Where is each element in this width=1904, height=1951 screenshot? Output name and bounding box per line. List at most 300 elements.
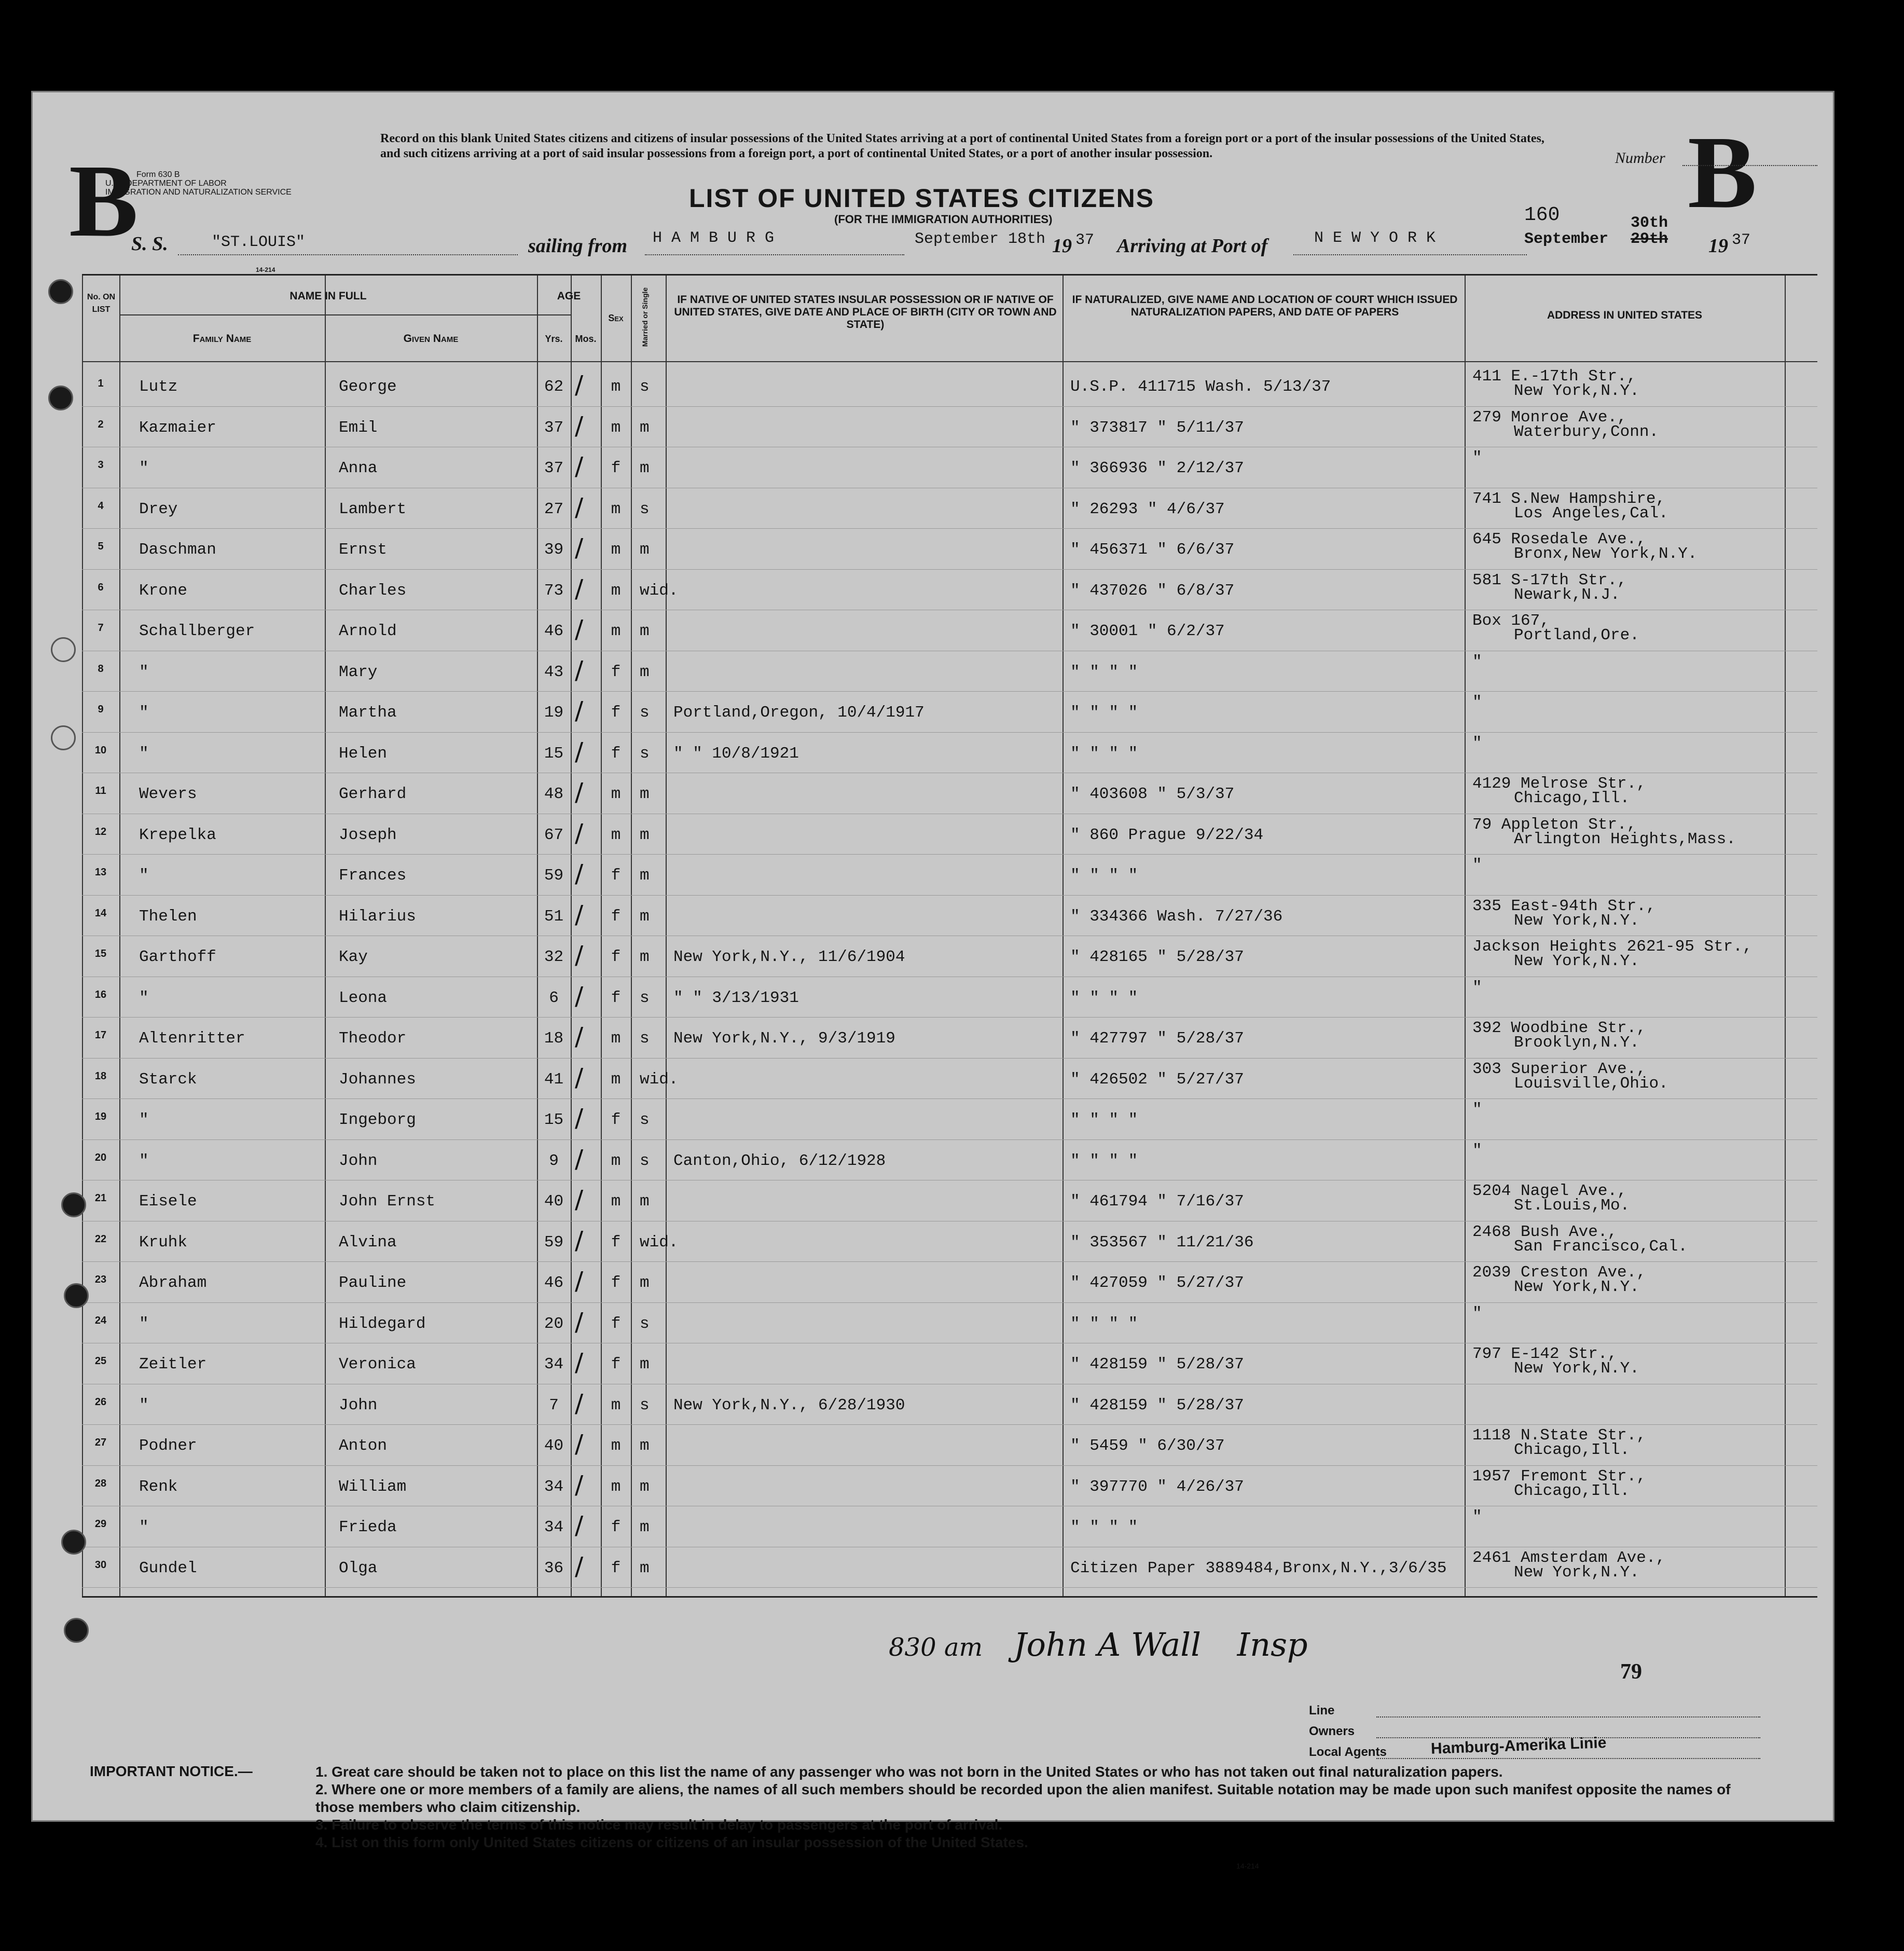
- age-check-mark: /: [575, 1348, 584, 1377]
- cell-family: Renk: [139, 1477, 178, 1496]
- cell-addr1: 411 E.-17th Str.,: [1472, 367, 1637, 386]
- cell-no: 26: [94, 1396, 107, 1408]
- cell-addr1: 79 Appleton Str.,: [1472, 815, 1637, 834]
- cell-no: 5: [98, 541, 104, 552]
- cell-family: Thelen: [139, 907, 197, 926]
- department-name: U. S. DEPARTMENT OF LABOR: [105, 179, 227, 188]
- cell-no: 30: [94, 1559, 107, 1571]
- cell-age: 34: [544, 1355, 564, 1373]
- cell-age: 73: [544, 581, 564, 600]
- header-family-name: Family Name: [192, 333, 252, 345]
- cell-no: 20: [94, 1151, 107, 1163]
- cell-addr2: San Francisco,Cal.: [1514, 1237, 1688, 1256]
- cell-nat: " 30001 " 6/2/37: [1070, 622, 1225, 640]
- cell-addr2: Waterbury,Conn.: [1514, 422, 1659, 441]
- cell-ms: s: [640, 1396, 650, 1414]
- cell-nat: " 428159 " 5/28/37: [1070, 1396, 1244, 1414]
- cell-nat: " 427059 " 5/27/37: [1070, 1274, 1244, 1292]
- cell-addr2: New York,N.Y.: [1514, 952, 1639, 970]
- cell-age: 59: [544, 1233, 564, 1252]
- cell-sex: m: [611, 378, 621, 396]
- cell-birth: New York,N.Y., 9/3/1919: [673, 1029, 895, 1048]
- cell-no: 17: [94, 1029, 107, 1041]
- cell-addr1: Box 167,: [1472, 612, 1550, 630]
- row-rule: [82, 1587, 1817, 1588]
- cell-addr1: 5204 Nagel Ave.,: [1472, 1182, 1627, 1200]
- notice-list: [315, 1763, 1768, 1851]
- cell-given: Johannes: [339, 1070, 416, 1089]
- record-instructions: Record on this blank United States citizens and citizens of insular possessions of the United States arriving at a port of continental United States from a foreign port or a port of the insular possessions of the United States, and such citizens arriving at a port of said insular possessions from a foreign port, a port of continental United States, or a port of another insular possession.: [380, 132, 1544, 160]
- cell-birth: " " 3/13/1931: [673, 988, 799, 1007]
- header-sex: Sex: [608, 313, 624, 323]
- number-label: Number: [1615, 149, 1665, 167]
- cell-age: 46: [544, 622, 564, 640]
- cell-nat: " 461794 " 7/16/37: [1070, 1192, 1244, 1211]
- cell-given: Hilarius: [339, 907, 416, 926]
- cell-nat: " " " ": [1070, 663, 1138, 681]
- cell-sex: f: [611, 1233, 621, 1252]
- cell-no: 4: [98, 500, 104, 512]
- punch-hole: [61, 1530, 86, 1555]
- cell-ms: m: [640, 907, 650, 926]
- cell-no: 27: [94, 1437, 107, 1448]
- cell-sex: m: [611, 581, 621, 600]
- cell-given: Anton: [339, 1437, 388, 1455]
- number-line: [1682, 165, 1817, 166]
- cell-age: 32: [544, 948, 564, 966]
- cell-nat: " " " ": [1070, 867, 1138, 885]
- notice-item: 3. Failure to observe the terms of this notice may result in delay to passengers at the port of arrival.: [315, 1817, 1003, 1833]
- cell-family: Kazmaier: [139, 418, 216, 437]
- age-check-mark: /: [575, 533, 584, 562]
- cell-ms: s: [640, 988, 650, 1007]
- agents-value: Hamburg-Amerika Linie: [1430, 1734, 1607, 1757]
- age-check-mark: /: [575, 737, 584, 766]
- cell-given: Lambert: [339, 500, 407, 518]
- cell-addr2: Chicago,Ill.: [1514, 789, 1630, 807]
- cell-age: 62: [544, 378, 564, 396]
- arrival-line: [1293, 254, 1527, 255]
- cell-addr1: 392 Woodbine Str.,: [1472, 1019, 1646, 1037]
- cell-family: ": [139, 663, 149, 681]
- cell-no: 18: [94, 1070, 107, 1082]
- cell-addr2: Los Angeles,Cal.: [1514, 504, 1668, 523]
- header-no-on-list: No. ON LIST: [87, 293, 116, 314]
- cell-birth: Canton,Ohio, 6/12/1928: [673, 1151, 886, 1170]
- cell-given: Olga: [339, 1559, 378, 1577]
- cell-sex: f: [611, 459, 621, 477]
- cell-nat: " " " ": [1070, 1314, 1138, 1333]
- cell-age: 19: [544, 704, 564, 722]
- header-divider: [119, 314, 571, 315]
- departure-year-prefix: 19: [1052, 235, 1072, 257]
- cell-nat: " 428159 " 5/28/37: [1070, 1355, 1244, 1373]
- cell-given: Joseph: [339, 826, 397, 844]
- cell-birth: Portland,Oregon, 10/4/1917: [673, 704, 925, 722]
- cell-addr1: ": [1472, 1101, 1482, 1119]
- cell-age: 40: [544, 1437, 564, 1455]
- cell-nat: " " " ": [1070, 744, 1138, 763]
- row-rule: [82, 528, 1817, 529]
- arrival-day: 30th: [1631, 214, 1668, 232]
- cell-no: 23: [94, 1274, 107, 1285]
- cell-family: Krepelka: [139, 826, 216, 844]
- age-check-mark: /: [575, 1185, 584, 1214]
- cell-age: 48: [544, 785, 564, 803]
- cell-no: 12: [94, 826, 107, 837]
- cell-ms: m: [640, 459, 650, 477]
- arrival-day-struck: 29th: [1631, 230, 1668, 248]
- cell-sex: f: [611, 1274, 621, 1292]
- cell-ms: m: [640, 418, 650, 437]
- cell-addr1: ": [1472, 856, 1482, 874]
- cell-given: Hildegard: [339, 1314, 426, 1333]
- age-check-mark: /: [575, 859, 584, 888]
- age-check-mark: /: [575, 778, 584, 807]
- cell-addr1: ": [1472, 734, 1482, 752]
- cell-age: 27: [544, 500, 564, 518]
- cell-addr1: ": [1472, 652, 1482, 671]
- age-check-mark: /: [575, 1511, 584, 1540]
- cell-given: Veronica: [339, 1355, 416, 1373]
- arriving-label: Arriving at Port of: [1117, 235, 1268, 257]
- cell-no: 29: [94, 1518, 107, 1530]
- cell-ms: s: [640, 1029, 650, 1048]
- cell-sex: f: [611, 1355, 621, 1373]
- inspector-signature: [889, 1626, 1308, 1664]
- cell-age: 20: [544, 1314, 564, 1333]
- cell-ms: m: [640, 1437, 650, 1455]
- row-rule: [82, 1139, 1817, 1140]
- cell-sex: m: [611, 1070, 621, 1089]
- cell-given: Mary: [339, 663, 378, 681]
- cell-sex: f: [611, 1111, 621, 1129]
- cell-given: Leona: [339, 988, 388, 1007]
- cell-nat: Citizen Paper 3889484,Bronx,N.Y.,3/6/35: [1070, 1559, 1447, 1577]
- age-check-mark: /: [575, 941, 584, 970]
- punch-hole: [51, 637, 76, 662]
- age-check-mark: /: [575, 655, 584, 685]
- cell-no: 25: [94, 1355, 107, 1367]
- cell-family: ": [139, 459, 149, 477]
- cell-ms: m: [640, 1355, 650, 1373]
- cell-age: 7: [549, 1396, 559, 1414]
- row-rule: [82, 1302, 1817, 1303]
- cell-age: 36: [544, 1559, 564, 1577]
- cell-ms: m: [640, 1518, 650, 1536]
- cell-sex: m: [611, 1437, 621, 1455]
- punch-hole: [51, 725, 76, 750]
- cell-family: ": [139, 744, 149, 763]
- cell-addr1: ": [1472, 693, 1482, 711]
- age-check-mark: /: [575, 492, 584, 522]
- page-subtitle: (FOR THE IMMIGRATION AUTHORITIES): [834, 213, 1053, 226]
- cell-sex: f: [611, 1518, 621, 1536]
- cell-birth: New York,N.Y., 11/6/1904: [673, 948, 905, 966]
- cell-addr1: ": [1472, 1304, 1482, 1323]
- header-name-in-full: NAME IN FULL: [289, 290, 367, 302]
- cell-addr2: New York,N.Y.: [1514, 1359, 1639, 1378]
- cell-given: Helen: [339, 744, 388, 763]
- signature-time: 830 am: [889, 1633, 983, 1662]
- cell-nat: " " " ": [1070, 988, 1138, 1007]
- cell-sex: m: [611, 785, 621, 803]
- punch-hole: [64, 1618, 89, 1643]
- cell-ms: m: [640, 622, 650, 640]
- cell-sex: m: [611, 1396, 621, 1414]
- cell-addr1: 1957 Fremont Str.,: [1472, 1467, 1646, 1486]
- cell-given: Pauline: [339, 1274, 407, 1292]
- header-mos: Mos.: [575, 334, 597, 344]
- row-rule: [82, 732, 1817, 733]
- cell-age: 67: [544, 826, 564, 844]
- cell-family: Wevers: [139, 785, 197, 803]
- notice-item: 4. List on this form only United States citizens or citizens of an insular possession of the United States.: [315, 1834, 1028, 1850]
- row-rule: [82, 1098, 1817, 1099]
- cell-sex: m: [611, 1029, 621, 1048]
- signature-name: John A Wall: [1013, 1626, 1201, 1664]
- row-rule: [82, 1261, 1817, 1262]
- ss-label: S. S.: [131, 233, 168, 255]
- cell-ms: m: [640, 1477, 650, 1496]
- cell-no: 3: [98, 459, 104, 471]
- cell-addr2: Brooklyn,N.Y.: [1514, 1034, 1639, 1052]
- cell-given: Ernst: [339, 541, 388, 559]
- cell-addr1: 279 Monroe Ave.,: [1472, 408, 1627, 427]
- cell-addr2: Louisville,Ohio.: [1514, 1074, 1668, 1093]
- cell-sex: f: [611, 988, 621, 1007]
- cell-nat: " 427797 " 5/28/37: [1070, 1029, 1244, 1048]
- cell-ms: s: [640, 1314, 650, 1333]
- cell-addr2: New York,N.Y.: [1514, 1278, 1639, 1296]
- row-rule: [82, 1058, 1817, 1059]
- page-number: 79: [1620, 1660, 1642, 1684]
- age-check-mark: /: [575, 1144, 584, 1174]
- cell-no: 6: [98, 581, 104, 593]
- age-check-mark: /: [575, 1022, 584, 1051]
- cell-addr2: New York,N.Y.: [1514, 382, 1639, 400]
- cell-no: 15: [94, 948, 107, 959]
- row-rule: [82, 406, 1817, 407]
- cell-nat: " 456371 " 6/6/37: [1070, 541, 1235, 559]
- cell-given: William: [339, 1477, 407, 1496]
- cell-family: Altenritter: [139, 1029, 245, 1048]
- cell-addr1: 2468 Bush Ave.,: [1472, 1222, 1618, 1241]
- cell-birth: " " 10/8/1921: [673, 744, 799, 763]
- row-rule: [82, 1424, 1817, 1425]
- cell-given: Frances: [339, 867, 407, 885]
- cell-no: 11: [95, 785, 106, 796]
- cell-family: Gundel: [139, 1559, 197, 1577]
- cell-addr2: Chicago,Ill.: [1514, 1441, 1630, 1459]
- cell-family: ": [139, 867, 149, 885]
- cell-age: 15: [544, 744, 564, 763]
- cell-no: 1: [98, 378, 104, 389]
- cell-birth: New York,N.Y., 6/28/1930: [673, 1396, 905, 1414]
- header-age: AGE: [557, 290, 581, 302]
- header-given-name: Given Name: [403, 333, 459, 345]
- cell-no: 24: [94, 1314, 107, 1326]
- agents-field: [1376, 1758, 1760, 1759]
- punch-hole: [64, 1283, 89, 1308]
- cell-age: 37: [544, 459, 564, 477]
- cell-addr2: Bronx,New York,N.Y.: [1514, 545, 1698, 563]
- cell-ms: m: [640, 1559, 650, 1577]
- cell-addr1: ": [1472, 1141, 1482, 1160]
- manifest-sheet: [31, 91, 1834, 1870]
- cell-family: Garthoff: [139, 948, 216, 966]
- cell-given: Ingeborg: [339, 1111, 416, 1129]
- cell-addr1: 335 East-94th Str.,: [1472, 897, 1656, 915]
- cell-given: Kay: [339, 948, 368, 966]
- cell-addr2: Chicago,Ill.: [1514, 1481, 1630, 1500]
- line-label: Line: [1309, 1703, 1335, 1718]
- cell-family: ": [139, 1111, 149, 1129]
- cell-family: ": [139, 1314, 149, 1333]
- cell-nat: " " " ": [1070, 1518, 1138, 1536]
- cell-family: Lutz: [139, 378, 178, 396]
- cell-no: 28: [94, 1477, 107, 1489]
- cell-given: Alvina: [339, 1233, 397, 1252]
- cell-ms: s: [640, 1111, 650, 1129]
- cell-ms: m: [640, 785, 650, 803]
- cell-no: 2: [98, 418, 104, 430]
- cell-age: 37: [544, 418, 564, 437]
- cell-given: George: [339, 378, 397, 396]
- cell-age: 59: [544, 867, 564, 885]
- row-rule: [82, 569, 1817, 570]
- cell-family: ": [139, 988, 149, 1007]
- cell-age: 15: [544, 1111, 564, 1129]
- cell-ms: m: [640, 948, 650, 966]
- cell-nat: " 353567 " 11/21/36: [1070, 1233, 1254, 1252]
- cell-addr1: ": [1472, 1508, 1482, 1526]
- arrival-port: N E W Y O R K: [1314, 229, 1436, 247]
- header-bottom: [82, 361, 1817, 362]
- age-check-mark: /: [575, 818, 584, 848]
- cell-nat: " " " ": [1070, 704, 1138, 722]
- cell-given: John: [339, 1396, 378, 1414]
- cell-addr1: 1118 N.State Str.,: [1472, 1426, 1646, 1445]
- row-rule: [82, 1017, 1817, 1018]
- cell-nat: " 5459 " 6/30/37: [1070, 1437, 1225, 1455]
- age-check-mark: /: [575, 1389, 584, 1418]
- cell-sex: m: [611, 500, 621, 518]
- cell-nat: " 26293 " 4/6/37: [1070, 500, 1225, 518]
- cell-sex: m: [611, 541, 621, 559]
- cell-addr1: 581 S-17th Str.,: [1472, 571, 1627, 589]
- cell-ms: s: [640, 704, 650, 722]
- row-rule: [82, 691, 1817, 692]
- age-check-mark: /: [575, 1104, 584, 1133]
- cell-sex: f: [611, 744, 621, 763]
- cell-age: 41: [544, 1070, 564, 1089]
- age-check-mark: /: [575, 452, 584, 481]
- arrival-month: September: [1524, 230, 1609, 248]
- cell-family: Starck: [139, 1070, 197, 1089]
- cell-age: 6: [549, 988, 559, 1007]
- cell-ms: wid.: [640, 1070, 679, 1089]
- cell-given: Anna: [339, 459, 378, 477]
- cell-given: John: [339, 1151, 378, 1170]
- cell-sex: f: [611, 948, 621, 966]
- cell-given: John Ernst: [339, 1192, 436, 1211]
- cell-family: ": [139, 1151, 149, 1170]
- age-check-mark: /: [575, 574, 584, 603]
- cell-addr1: 741 S.New Hampshire,: [1472, 489, 1666, 508]
- cell-sex: f: [611, 1559, 621, 1577]
- list-number: 160: [1524, 204, 1560, 226]
- cell-ms: m: [640, 826, 650, 844]
- notice-heading: IMPORTANT NOTICE.—: [90, 1763, 253, 1779]
- cell-nat: " 403608 " 5/3/37: [1070, 785, 1235, 803]
- arrival-year: 37: [1732, 231, 1751, 249]
- voyage-line: [33, 229, 1833, 264]
- cell-given: Theodor: [339, 1029, 407, 1048]
- form-letter-right: B: [1688, 115, 1757, 230]
- header-address: ADDRESS IN UNITED STATES: [1547, 309, 1703, 321]
- from-port: H A M B U R G: [653, 229, 775, 247]
- cell-sex: m: [611, 1192, 621, 1211]
- cell-addr1: 797 E-142 Str.,: [1472, 1345, 1618, 1363]
- cell-addr2: New York,N.Y.: [1514, 911, 1639, 930]
- punch-hole: [48, 386, 73, 410]
- cell-no: 10: [94, 744, 107, 756]
- cell-sex: m: [611, 418, 621, 437]
- cell-addr2: Arlington Heights,Mass.: [1514, 830, 1736, 848]
- cell-ms: wid.: [640, 1233, 679, 1252]
- cell-given: Gerhard: [339, 785, 407, 803]
- cell-no: 19: [94, 1111, 107, 1122]
- cell-sex: f: [611, 907, 621, 926]
- cell-addr1: ": [1472, 978, 1482, 997]
- cell-no: 14: [94, 907, 107, 919]
- age-check-mark: /: [575, 1267, 584, 1296]
- agents-label: Local Agents: [1309, 1745, 1387, 1759]
- cell-addr1: 2039 Creston Ave.,: [1472, 1263, 1646, 1282]
- cell-nat: " " " ": [1070, 1151, 1138, 1170]
- cell-family: Daschman: [139, 541, 216, 559]
- cell-age: 34: [544, 1477, 564, 1496]
- age-check-mark: /: [575, 1307, 584, 1337]
- cell-given: Charles: [339, 581, 407, 600]
- signature-suffix: Insp: [1237, 1626, 1308, 1664]
- cell-nat: U.S.P. 411715 Wash. 5/13/37: [1070, 378, 1331, 396]
- cell-nat: " 334366 Wash. 7/27/36: [1070, 907, 1283, 926]
- cell-nat: " " " ": [1070, 1111, 1138, 1129]
- cell-age: 34: [544, 1518, 564, 1536]
- cell-ms: m: [640, 1274, 650, 1292]
- departure-date: September 18th: [915, 230, 1046, 248]
- cell-ms: wid.: [640, 581, 679, 600]
- cell-family: Podner: [139, 1437, 197, 1455]
- age-check-mark: /: [575, 981, 584, 1011]
- cell-age: 46: [544, 1274, 564, 1292]
- cell-addr2: Portland,Ore.: [1514, 626, 1639, 644]
- cell-sex: f: [611, 867, 621, 885]
- punch-hole: [48, 279, 73, 304]
- header-married-single: Married or Single: [641, 287, 649, 347]
- age-check-mark: /: [575, 1226, 584, 1255]
- row-rule: [82, 1465, 1817, 1466]
- cell-addr2: Newark,N.J.: [1514, 585, 1620, 604]
- cell-given: Arnold: [339, 622, 397, 640]
- form-number: Form 630 B: [136, 170, 180, 179]
- cell-age: 18: [544, 1029, 564, 1048]
- cell-ms: m: [640, 1192, 650, 1211]
- cell-nat: " 426502 " 5/27/37: [1070, 1070, 1244, 1089]
- cell-family: Drey: [139, 500, 178, 518]
